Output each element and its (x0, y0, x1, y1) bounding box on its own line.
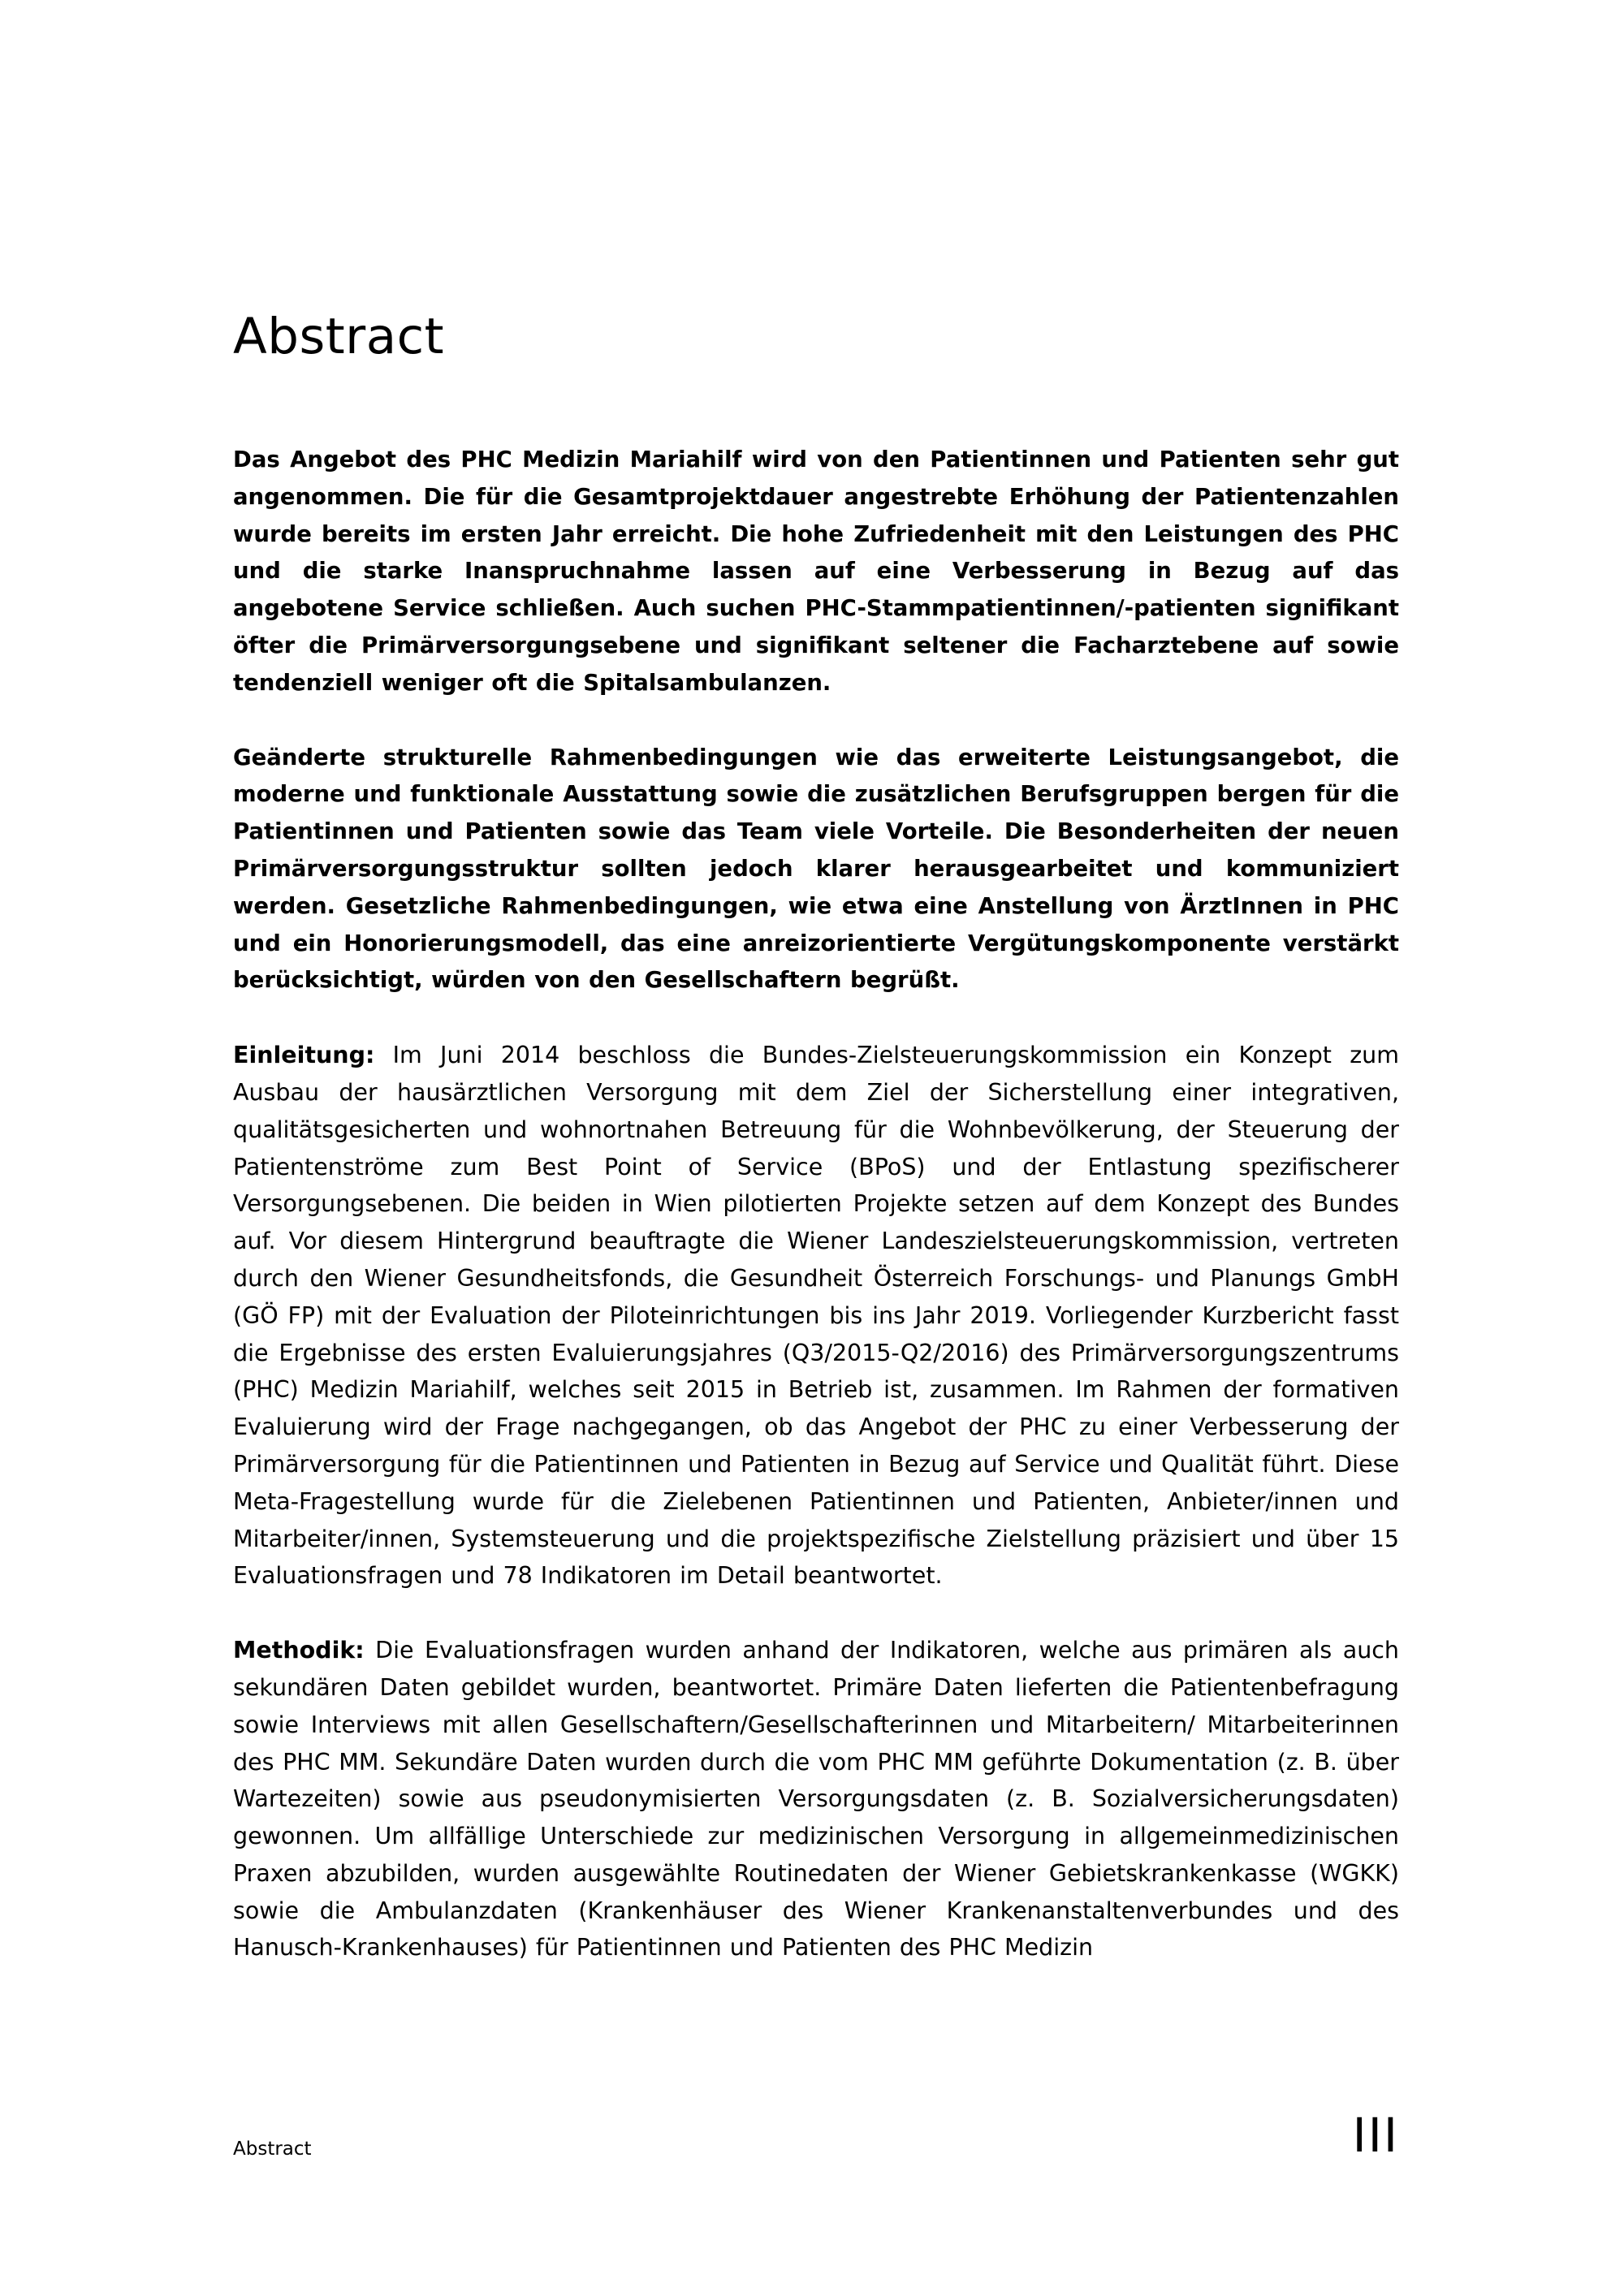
einleitung-label: Einleitung: (233, 1042, 375, 1069)
methodik-paragraph (233, 1632, 1399, 1966)
summary-paragraph-1: Das Angebot des PHC Medizin Mariahilf wird von den Patientinnen und Patienten sehr gut angenommen. Die für die Gesamtprojektdauer angestrebte Erhöhung der Patientenzahlen wurde bereits im ersten Jahr erreicht. Die hohe Zufriedenheit mit den Leistungen des PHC und die starke Inanspruchnahme lassen auf eine Verbesserung in Bezug auf das angebotene Service schließen. Auch suchen PHC-Stammpatientinnen/-patienten signifikant öfter die Primärversorgungsebene und signifikant seltener die Facharztebene auf sowie tendenziell weniger oft die Spitalsambulanzen. (233, 447, 1399, 696)
page-title: Abstract (233, 308, 445, 365)
methodik-text: Die Evaluationsfragen wurden anhand der Indikatoren, welche aus primären als auch sekundären Daten gebildet wurden, beantwortet. Primäre Daten lieferten die Patientenbefragung sowie Interviews mit allen Gesellschaftern/Gesellschafterinnen und Mitarbeitern/ Mitarbeiterinnen des PHC MM. Sekundäre Daten wurden durch die vom PHC MM geführte Dokumentation (z. B. über Wartezeiten) sowie aus pseudonymisierten Versorgungsdaten (z. B. Sozialversicherungsdaten) gewonnen. Um allfällige Unterschiede zur medizinischen Versorgung in allgemeinmedizinischen Praxen abzubilden, wurden ausgewählte Routinedaten der Wiener Gebietskrankenkasse (WGKK) sowie die Ambulanzdaten (Krankenhäuser des Wiener Krankenanstaltenverbundes und des Hanusch-Krankenhauses) für Patientinnen und Patienten des PHC Medizin (233, 1637, 1399, 1962)
methodik-label: Methodik: (233, 1637, 365, 1664)
page-content (233, 300, 1399, 2004)
summary-paragraph-2: Geänderte strukturelle Rahmenbedingungen wie das erweiterte Leistungsangebot, die moderne und funktionale Ausstattung sowie die zusätzlichen Berufsgruppen bergen für die Patientinnen und Patienten sowie das Team viele Vorteile. Die Besonderheiten der neuen Primärversorgungsstruktur sollten jedoch klarer herausgearbeitet und kommuniziert werden. Gesetzliche Rahmenbedingungen, wie etwa eine Anstellung von ÄrztInnen in PHC und ein Honorierungsmodell, das eine anreizorientierte Vergütungskomponente verstärkt berücksichtigt, würden von den Gesellschaftern begrüßt. (233, 744, 1399, 994)
footer-section-label: Abstract (233, 2138, 312, 2160)
page-number: III (1352, 2108, 1399, 2163)
einleitung-text: Im Juni 2014 beschloss die Bundes-Zielsteuerungskommission ein Konzept zum Ausbau der hausärztlichen Versorgung mit dem Ziel der Sicherstellung einer integrativen, qualitätsgesicherten und wohnortnahen Betreuung für die Wohnbevölkerung, der Steuerung der Patientenströme zum Best Point of Service (BPoS) und der Entlastung spezifischerer Versorgungsebenen. Die beiden in Wien pilotierten Projekte setzen auf dem Konzept des Bundes auf. Vor diesem Hintergrund beauftragte die Wiener Landeszielsteuerungskommission, vertreten durch den Wiener Gesundheitsfonds, die Gesundheit Österreich Forschungs- und Planungs GmbH (GÖ FP) mit der Evaluation der Piloteinrichtungen bis ins Jahr 2019. Vorliegender Kurzbericht fasst die Ergebnisse des ersten Evaluierungsjahres (Q3/2015-Q2/2016) des Primärversorgungszentrums (PHC) Medizin Mariahilf, welches seit 2015 in Betrieb ist, zusammen. Im Rahmen der formativen Evaluierung wird der Frage nachgegangen, ob das Angebot der PHC zu einer Verbesserung der Primärversorgung für die Patientinnen und Patienten in Bezug auf Service und Qualität führt. Diese Meta-Fragestellung wurde für die Zielebenen Patientinnen und Patienten, Anbieter/innen und Mitarbeiter/innen, Systemsteuerung und die projektspezifische Zielstellung präzisiert und über 15 Evaluationsfragen und 78 Indikatoren im Detail beantwortet. (233, 1042, 1399, 1590)
einleitung-paragraph (233, 1037, 1399, 1595)
